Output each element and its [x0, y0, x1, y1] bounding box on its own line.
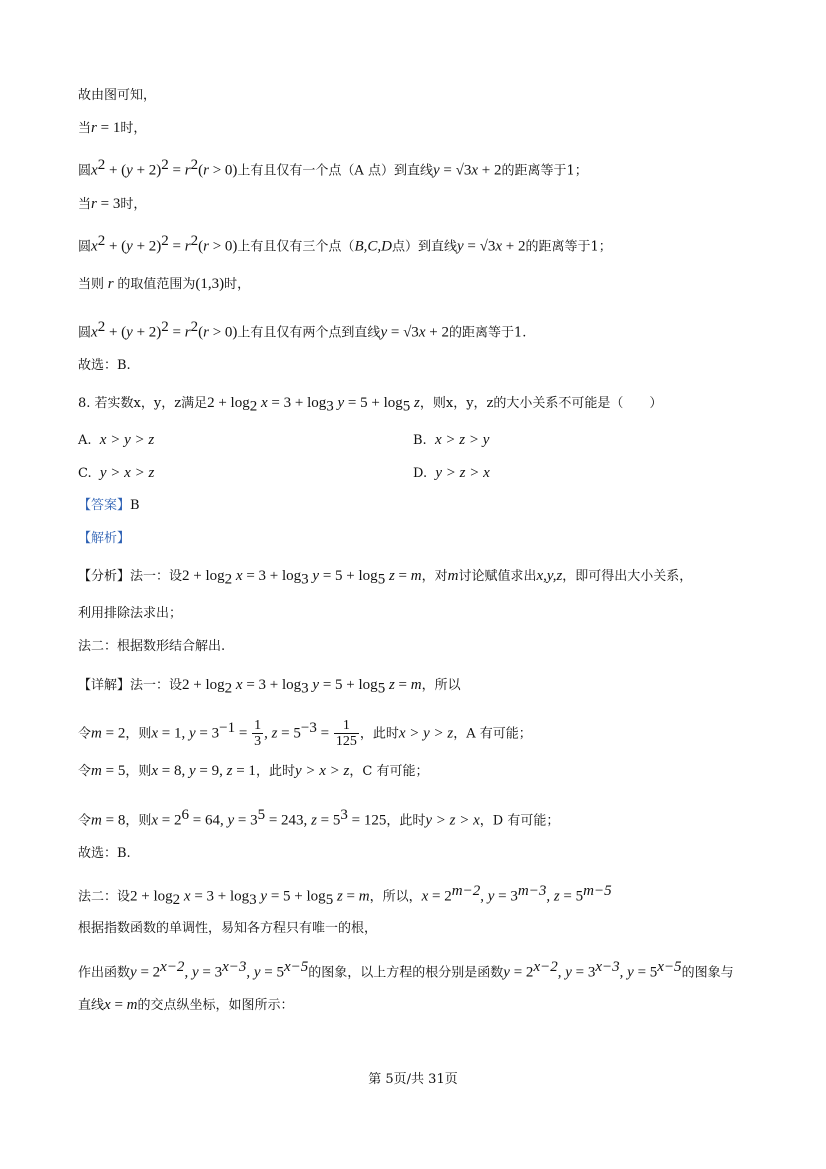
- option-a[interactable]: A. x > y > z: [78, 432, 155, 448]
- detail-line-5: 故选：B.: [78, 846, 131, 861]
- analysis-line-1: 【分析】法一：设$2 + \log_2 x = 3 + \log_3 y = 5 + \log_5 z = m$，对m讨论赋值求出x,y,z，即可得出大小关系，: [78, 568, 693, 588]
- option-b[interactable]: B. x > z > y: [413, 432, 490, 448]
- text-line-4: 当r = 3时，: [78, 196, 147, 212]
- text-line-7: 圆$x^2 + (y + 2)^2 = r^2(r > 0)$上有且仅有两个点到直线y = √3x + 2的距离等于1.: [78, 319, 527, 341]
- detail-line-3: 令m = 5，则x = 8, y = 9, z = 1，此时y > x > z，C 有可能；: [78, 763, 429, 779]
- detail-line-2: 令m = 2，则x = 1, $y = 3^{-1}$ = $\frac{1}{3}$ , $z = 5^{-3}$ = $\frac{1}{125}$ ，此时x > y > z，A 有可能；: [78, 718, 532, 750]
- detail-line-9: 直线x = m的交点纵坐标，如图所示：: [78, 997, 294, 1013]
- answer-value: B: [130, 498, 140, 513]
- text-line-2: 当r = 1时，: [78, 120, 147, 136]
- option-c[interactable]: C. y > x > z: [78, 465, 155, 481]
- answer-line: [78, 496, 140, 516]
- text-line-5: 圆$x^2 + (y + 2)^2 = r^2(r > 0)$上有且仅有三个点（B,C,D点）到直线y = √3x + 2的距离等于1；: [78, 233, 612, 255]
- analysis-line-3: 法二：根据数形结合解出.: [78, 639, 226, 654]
- analysis-label: 【解析】: [78, 531, 131, 546]
- option-d[interactable]: D. y > z > x: [413, 465, 490, 481]
- detail-line-7: 根据指数函数的单调性，易知各方程只有唯一的根，: [78, 921, 378, 936]
- detail-line-6: 法二：设$2 + \log_2 x = 3 + \log_3 y = 5 + \log_5 z = m$，所以，$x = 2^{m-2}$, $y = 3^{m-3}$, $z = 5^{m-5}$: [78, 883, 612, 908]
- detail-line-8: 作出函数$y = 2^{x-2}$, $y = 3^{x-3}$, $y = 5^{x-5}$的图象，以上方程的根分别是函数$y = 2^{x-2}$, $y = 3^{x-3}$, $y = 5^{x-5}$的图象与: [78, 959, 734, 981]
- detail-line-4: 令m = 8，则$x = 2^6 = 64$, $y = 3^5 = 243$, $z = 5^3 = 125$，此时y > z > x，D 有可能；: [78, 807, 560, 829]
- detail-line-1: 【详解】法一：设$2 + \log_2 x = 3 + \log_3 y = 5 + \log_5 z = m$，所以: [78, 677, 461, 697]
- analysis-line-2: 利用排除法求出；: [78, 606, 183, 621]
- answer-label: 【答案】: [78, 498, 131, 513]
- page-footer: 第 5页/共 31页: [368, 1072, 458, 1087]
- text-line-1: 故由图可知，: [78, 88, 157, 103]
- question-8: 8. 若实数x，y，z满足$2 + \log_2 x = 3 + \log_3 y = 5 + \log_5 z$，则x，y，z的大小关系不可能是（ ）: [78, 395, 663, 415]
- text-line-8: 故选：B.: [78, 358, 131, 373]
- text-line-3: 圆$x^2 + (y + 2)^2 = r^2(r > 0)$上有且仅有一个点（A 点）到直线y = √3x + 2的距离等于1；: [78, 157, 588, 179]
- text-line-6: 当则 r 的取值范围为(1,3)时，: [78, 276, 251, 292]
